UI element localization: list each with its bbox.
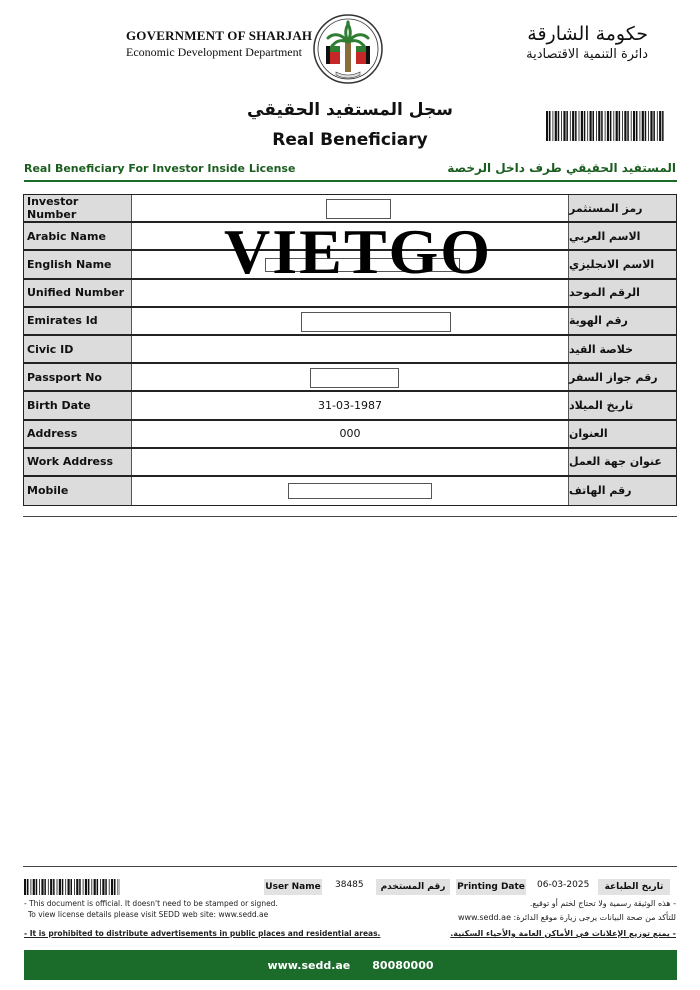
footer-note-website-en: To view license details please visit SEDD web site: www.sedd.ae xyxy=(28,910,269,919)
barcode-bar xyxy=(85,879,87,895)
barcode-bar xyxy=(633,111,635,141)
field-value-text: 31-03-1987 xyxy=(318,398,382,412)
barcode-bar xyxy=(114,879,116,895)
footer-note-prohibited-en: - It is prohibited to distribute advertisements in public places and residential areas. xyxy=(24,929,381,938)
barcode-bar xyxy=(590,111,592,141)
government-header-en xyxy=(126,28,312,60)
footer-contact-bar xyxy=(24,950,677,980)
barcode-bar xyxy=(587,111,588,141)
field-label-en: Civic ID xyxy=(24,336,132,362)
barcode-bar xyxy=(41,879,43,895)
barcode-bar xyxy=(27,879,29,895)
field-label-ar: عنوان جهة العمل xyxy=(568,449,676,475)
barcode-bar xyxy=(76,879,78,895)
barcode-bar xyxy=(59,879,61,895)
barcode-bar xyxy=(662,111,664,141)
barcode-bar xyxy=(48,879,49,895)
field-label-ar: رقم الهاتف xyxy=(568,477,676,505)
barcode-bar xyxy=(561,111,562,141)
barcode-bar xyxy=(118,879,119,895)
barcode-bar xyxy=(579,111,580,141)
user-name-label: User Name xyxy=(264,879,322,895)
barcode-bar xyxy=(555,111,557,141)
watermark-text: VIETGO xyxy=(224,216,493,287)
redaction-box xyxy=(288,483,432,499)
barcode-bar xyxy=(657,111,658,141)
section-divider xyxy=(24,180,677,182)
field-value xyxy=(132,421,568,447)
field-label-ar: الرقم الموحد xyxy=(568,280,676,306)
field-label-en: Emirates Id xyxy=(24,308,132,334)
field-value xyxy=(132,364,568,390)
field-label-en: English Name xyxy=(24,251,132,277)
barcode-bar xyxy=(65,879,66,895)
barcode-bar xyxy=(62,879,64,895)
field-label-en: Address xyxy=(24,421,132,447)
barcode-bar xyxy=(581,111,583,141)
footer-note-official-en: - This document is official. It doesn't need to be stamped or signed. xyxy=(24,899,278,908)
field-value xyxy=(132,477,568,505)
barcode-bar xyxy=(648,111,649,141)
barcode-bar xyxy=(610,111,612,141)
field-value xyxy=(132,449,568,475)
subtitle-ar: المستفيد الحقيقي طرف داخل الرخصة xyxy=(447,161,676,175)
barcode-bar xyxy=(36,879,38,895)
barcode-bar xyxy=(88,879,90,895)
title-arabic: سجل المستفيد الحقيقي xyxy=(247,100,453,120)
barcode-bar xyxy=(640,111,641,141)
barcode-bar xyxy=(619,111,621,141)
footer-divider xyxy=(23,866,677,867)
barcode-bar xyxy=(31,879,32,895)
barcode-bar xyxy=(102,879,104,895)
barcode-bar xyxy=(596,111,597,141)
barcode-bar xyxy=(566,111,568,141)
title-english: Real Beneficiary xyxy=(272,130,428,150)
sharjah-emblem-logo xyxy=(312,12,384,86)
government-name-ar: حكومة الشارقة xyxy=(527,23,648,45)
field-row-work-address xyxy=(24,449,676,477)
barcode-bar xyxy=(57,879,58,895)
barcode-bar xyxy=(24,879,26,895)
barcode-bar xyxy=(659,111,661,141)
field-label-en: Arabic Name xyxy=(24,223,132,249)
redaction-box xyxy=(310,368,399,388)
field-row-birth-date xyxy=(24,392,676,420)
barcode-bar xyxy=(53,879,55,895)
barcode-bar xyxy=(100,879,101,895)
barcode-bar xyxy=(584,111,586,141)
barcode-bar xyxy=(111,879,113,895)
barcode-bar xyxy=(553,111,554,141)
field-value-text: 000 xyxy=(339,427,361,441)
field-label-en: Unified Number xyxy=(24,280,132,306)
field-label-en: Investor Number xyxy=(24,195,132,221)
barcode-bar xyxy=(109,879,110,895)
barcode-bar xyxy=(631,111,632,141)
barcode-bar xyxy=(627,111,629,141)
field-label-ar: رقم الهوية xyxy=(568,308,676,334)
printing-date-label-ar: تاريخ الطباعة xyxy=(598,879,670,895)
document-barcode xyxy=(546,111,664,141)
barcode-bar xyxy=(558,111,560,141)
field-row-emirates-id xyxy=(24,308,676,336)
barcode-bar xyxy=(71,879,73,895)
field-label-en: Mobile xyxy=(24,477,132,505)
barcode-bar xyxy=(39,879,40,895)
field-label-en: Passport No xyxy=(24,364,132,390)
redaction-box xyxy=(301,312,451,332)
field-label-ar: رقم جواز السفر xyxy=(568,364,676,390)
footer-note-official-ar: - هذه الوثيقة رسمية ولا تحتاج لختم أو توقيع. xyxy=(529,899,676,908)
field-row-passport-no xyxy=(24,364,676,392)
barcode-bar xyxy=(563,111,565,141)
field-label-ar: تاريخ الميلاد xyxy=(568,392,676,418)
government-header-ar xyxy=(526,22,648,64)
user-name-value: 38485 xyxy=(335,880,364,890)
phone-number: 80080000 xyxy=(372,958,434,972)
barcode-bar xyxy=(74,879,75,895)
footer-note-website-ar: للتأكد من صحة البيانات يرجى زيارة موقع الدائرة: www.sedd.ae xyxy=(457,913,676,922)
barcode-bar xyxy=(33,879,35,895)
barcode-bar xyxy=(593,111,595,141)
subtitle-en: Real Beneficiary For Investor Inside License xyxy=(24,162,296,175)
barcode-bar xyxy=(105,879,107,895)
barcode-bar xyxy=(575,111,577,141)
barcode-bar xyxy=(570,111,571,141)
barcode-bar xyxy=(546,111,548,141)
barcode-bar xyxy=(68,879,70,895)
field-value xyxy=(132,392,568,418)
barcode-bar xyxy=(622,111,623,141)
barcode-bar xyxy=(549,111,551,141)
barcode-bar xyxy=(598,111,600,141)
barcode-bar xyxy=(79,879,81,895)
barcode-bar xyxy=(605,111,606,141)
barcode-bar xyxy=(91,879,92,895)
barcode-bar xyxy=(607,111,609,141)
field-label-ar: خلاصة القيد xyxy=(568,336,676,362)
barcode-bar xyxy=(97,879,99,895)
printing-date-label: Printing Date xyxy=(456,879,526,895)
field-label-en: Birth Date xyxy=(24,392,132,418)
barcode-bar xyxy=(653,111,655,141)
user-name-label-ar: رقم المستخدم xyxy=(376,879,450,895)
barcode-bar xyxy=(636,111,638,141)
field-row-civic-id xyxy=(24,336,676,364)
field-row-mobile xyxy=(24,477,676,505)
barcode-bar xyxy=(624,111,626,141)
barcode-bar xyxy=(642,111,644,141)
barcode-bar xyxy=(94,879,96,895)
barcode-bar xyxy=(616,111,618,141)
field-value xyxy=(132,336,568,362)
field-label-ar: الاسم الانجليزي xyxy=(568,251,676,277)
form-bottom-rule xyxy=(23,516,677,517)
field-row-address xyxy=(24,421,676,449)
barcode-bar xyxy=(50,879,52,895)
field-label-ar: رمز المستثمر xyxy=(568,195,676,221)
barcode-bar xyxy=(650,111,652,141)
government-name-en: GOVERNMENT OF SHARJAH xyxy=(126,28,313,43)
footer-note-prohibited-ar: - يمنع توزيع الإعلانات في الأماكن العامة والأحياء السكنية. xyxy=(450,929,676,938)
barcode-bar xyxy=(645,111,647,141)
printing-date-value: 06-03-2025 xyxy=(537,880,590,890)
field-label-en: Work Address xyxy=(24,449,132,475)
barcode-bar xyxy=(613,111,614,141)
barcode-bar xyxy=(601,111,603,141)
department-name-en: Economic Development Department xyxy=(126,45,302,59)
field-label-ar: العنوان xyxy=(568,421,676,447)
footer-barcode xyxy=(24,879,120,895)
website-link[interactable]: www.sedd.ae xyxy=(267,958,351,972)
field-label-ar: الاسم العربي xyxy=(568,223,676,249)
department-name-ar: دائرة التنمية الاقتصادية xyxy=(526,47,648,62)
barcode-bar xyxy=(44,879,46,895)
barcode-bar xyxy=(83,879,84,895)
field-value xyxy=(132,308,568,334)
barcode-bar xyxy=(572,111,574,141)
